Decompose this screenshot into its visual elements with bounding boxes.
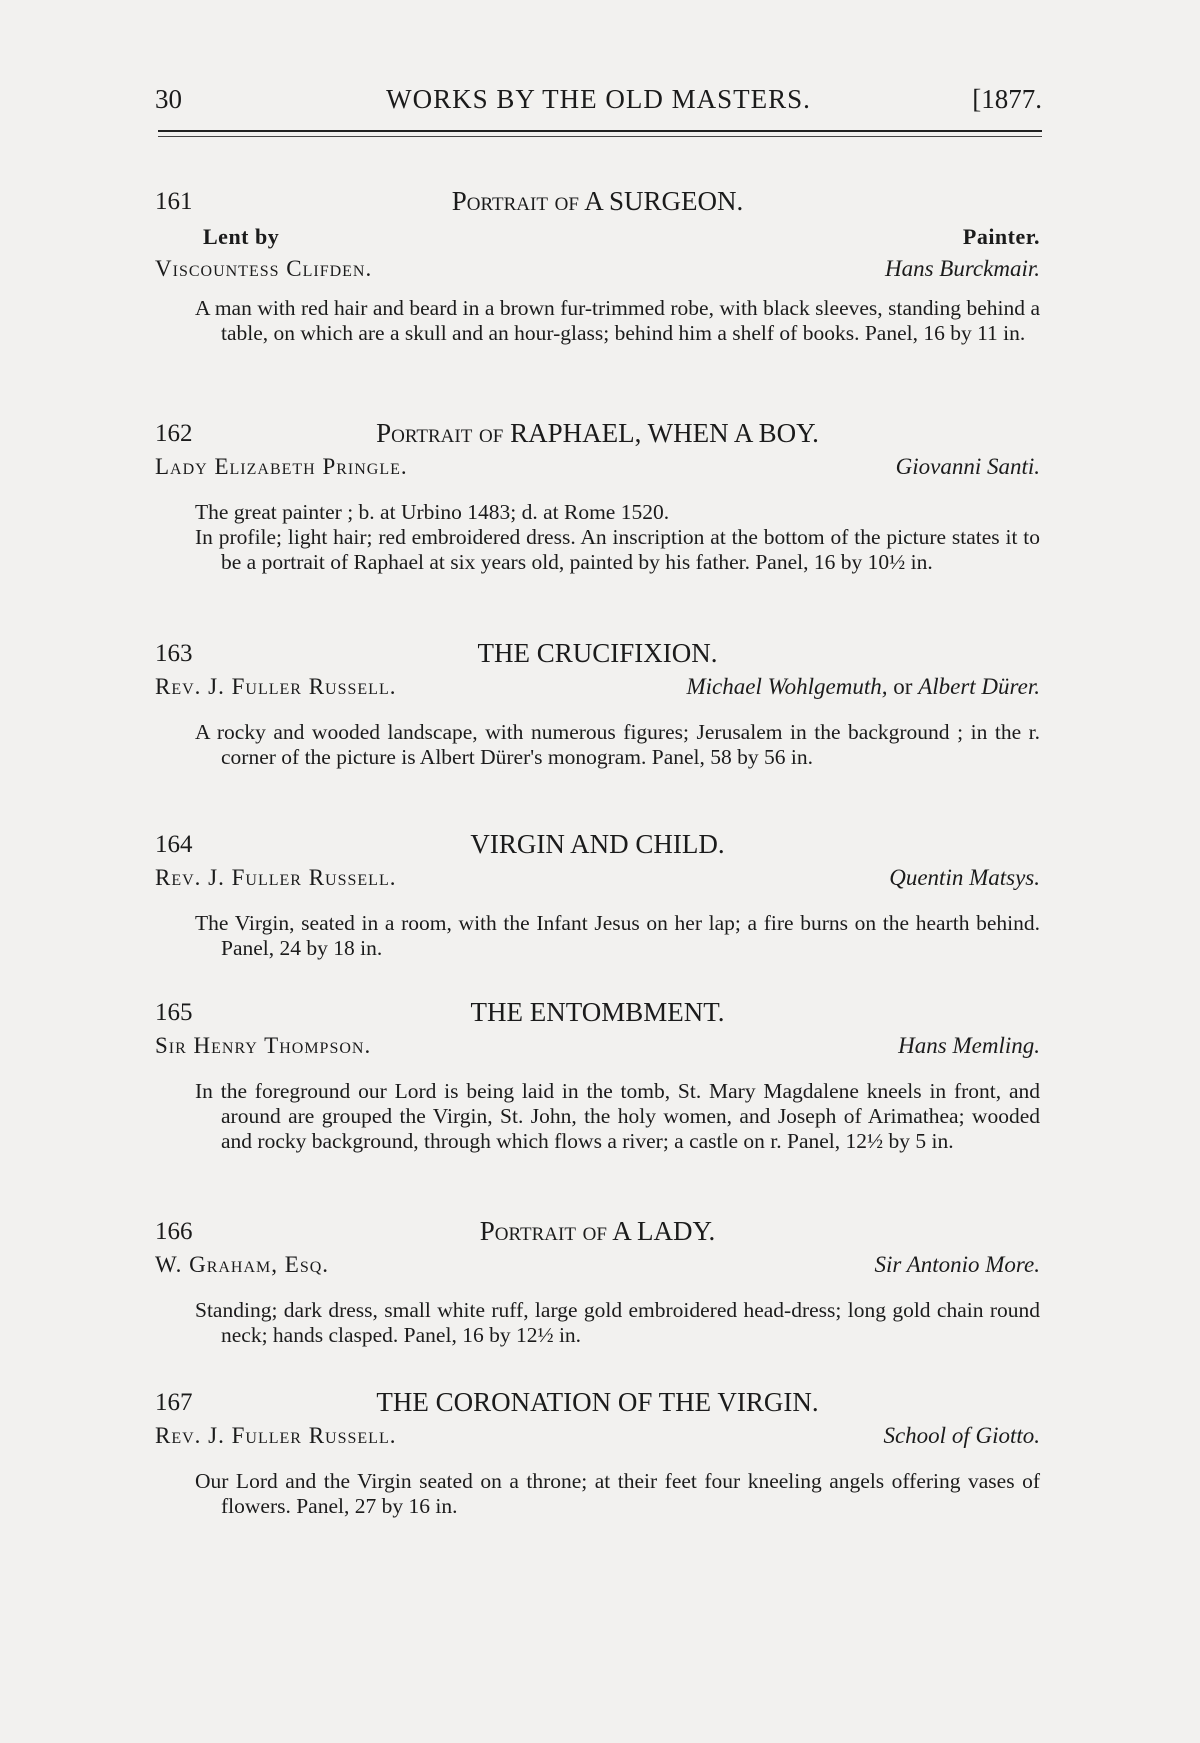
entry-painter: Giovanni Santi. — [895, 454, 1040, 479]
catalogue-entry-161 — [155, 186, 1040, 346]
entry-title-text: THE CORONATION OF THE VIRGIN. — [376, 1387, 819, 1417]
entry-title — [155, 1387, 1040, 1418]
entry-description — [155, 296, 1040, 346]
description-paragraph: The great painter ; b. at Urbino 1483; d. at Rome 1520. — [195, 500, 670, 524]
entry-number: 167 — [155, 1389, 193, 1416]
entry-title — [155, 1216, 1040, 1247]
entry-title-prefix: Portrait of — [451, 186, 579, 216]
entry-number: 166 — [155, 1218, 193, 1245]
entry-title-text: RAPHAEL, WHEN A BOY. — [510, 418, 819, 448]
entry-description — [155, 1469, 1040, 1519]
description-paragraph: In profile; light hair; red embroidered dress. An inscription at the bottom of the picture states it to be a portrait of Raphael at six years old, painted by his father. Panel, 16 by 10½ in. — [195, 525, 1040, 574]
entry-title-text: THE CRUCIFIXION. — [477, 638, 718, 668]
page-title: WORKS BY THE OLD MASTERS. — [386, 84, 811, 114]
entry-painter: Sir Antonio More. — [874, 1252, 1040, 1277]
entry-number: 163 — [155, 640, 193, 667]
entry-title-text: THE ENTOMBMENT. — [470, 997, 725, 1027]
entry-title-text: A SURGEON. — [584, 186, 744, 216]
entry-number: 165 — [155, 999, 193, 1026]
entry-owner: Viscountess Clifden. — [155, 256, 373, 281]
entry-number: 162 — [155, 420, 193, 447]
entry-description — [155, 1079, 1040, 1154]
header-rule-top — [158, 130, 1042, 132]
entry-title — [155, 186, 1040, 217]
entry-owner: W. Graham, Esq. — [155, 1252, 330, 1277]
running-head — [155, 82, 1042, 122]
description-paragraph: A rocky and wooded landscape, with numerous figures; Jerusalem in the background ; in the r. corner of the picture is Albert Dürer's monogram. Panel, 58 by 56 in. — [195, 720, 1040, 769]
entry-painter — [687, 674, 1041, 700]
page-number: 30 — [155, 84, 182, 114]
description-paragraph: Our Lord and the Virgin seated on a throne; at their feet four kneeling angels offering vases of flowers. Panel, 27 by 16 in. — [195, 1469, 1040, 1518]
entry-title — [155, 829, 1040, 860]
painter-or: or — [887, 674, 919, 699]
entry-title — [155, 638, 1040, 669]
entry-number: 164 — [155, 831, 193, 858]
entry-painter: Hans Memling. — [898, 1033, 1040, 1058]
description-paragraph: A man with red hair and beard in a brown fur-trimmed robe, with black sleeves, standing behind a table, on which are a skull and an hour-glass; behind him a shelf of books. Panel, 16 by 11 in. — [195, 296, 1040, 345]
entry-painter: School of Giotto. — [883, 1423, 1040, 1448]
entry-owner: Lady Elizabeth Pringle. — [155, 454, 408, 479]
entry-title-prefix: Portrait of — [479, 1216, 607, 1246]
entry-description — [155, 911, 1040, 961]
description-paragraph: In the foreground our Lord is being laid in the tomb, St. Mary Magdalene kneels in front, and around are grouped the Virgin, St. John, the holy women, and Joseph of Arimathea; wooded and rocky background, through which flows a river; a castle on r. Panel, 12½ by 5 in. — [195, 1079, 1040, 1153]
description-paragraph: The Virgin, seated in a room, with the Infant Jesus on her lap; a fire burns on the hearth behind. Panel, 24 by 18 in. — [195, 911, 1040, 960]
entry-description — [155, 500, 1040, 575]
entry-title — [155, 997, 1040, 1028]
catalogue-entry-166 — [155, 1216, 1040, 1348]
entry-owner: Rev. J. Fuller Russell. — [155, 865, 397, 890]
entry-painter: Quentin Matsys. — [889, 865, 1040, 890]
entry-title-prefix: Portrait of — [376, 418, 504, 448]
entry-owner: Rev. J. Fuller Russell. — [155, 1423, 397, 1448]
entry-owner: Sir Henry Thompson. — [155, 1033, 372, 1058]
entry-title-text: A LADY. — [612, 1216, 716, 1246]
entry-description — [155, 720, 1040, 770]
lent-by-label: Lent by — [203, 224, 280, 249]
entry-number: 161 — [155, 188, 193, 215]
entry-owner: Rev. J. Fuller Russell. — [155, 674, 397, 699]
catalogue-entry-162 — [155, 418, 1040, 575]
painter-label: Painter. — [962, 224, 1040, 249]
entry-title-text: VIRGIN AND CHILD. — [470, 829, 725, 859]
catalogue-entry-164 — [155, 829, 1040, 961]
entry-title — [155, 418, 1040, 449]
entry-description — [155, 1298, 1040, 1348]
catalogue-entry-163 — [155, 638, 1040, 770]
painter-primary: Michael Wohlgemuth, — [686, 674, 888, 699]
header-year: [1877. — [972, 84, 1042, 114]
entry-painter: Hans Burckmair. — [884, 256, 1040, 281]
catalogue-entry-165 — [155, 997, 1040, 1154]
painter-alternative: Albert Dürer. — [918, 674, 1040, 699]
catalogue-entry-167 — [155, 1387, 1040, 1519]
column-labels — [155, 222, 1040, 256]
header-rule-bottom — [158, 136, 1042, 137]
description-paragraph: Standing; dark dress, small white ruff, large gold embroidered head-dress; long gold chain round neck; hands clasped. Panel, 16 by 12½ in. — [195, 1298, 1040, 1347]
